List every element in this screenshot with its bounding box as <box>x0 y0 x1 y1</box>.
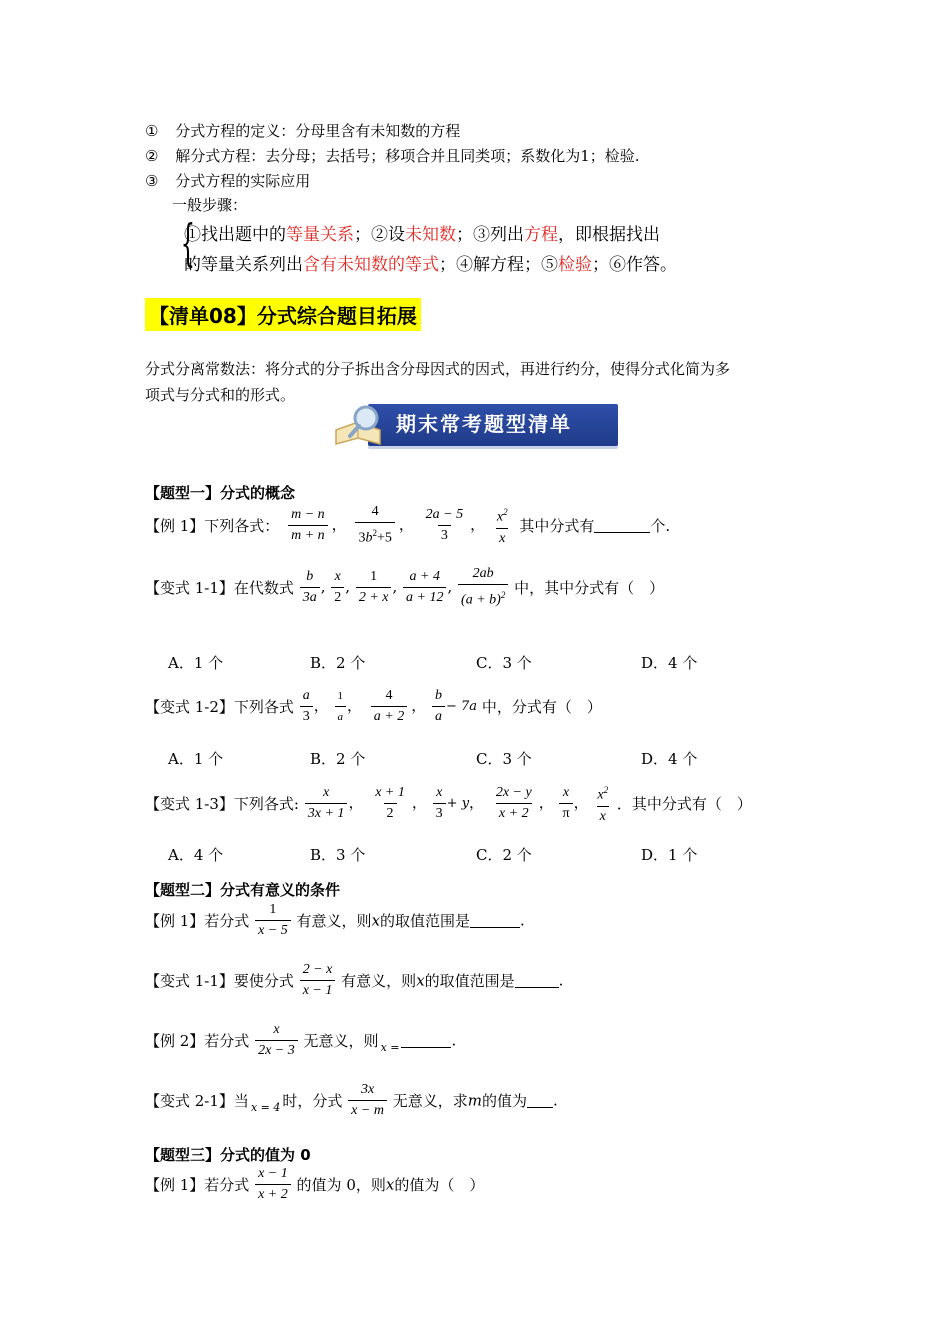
highlight: 方程 <box>524 225 558 245</box>
choice-c[interactable]: C．2 个 <box>476 846 532 864</box>
choice-c[interactable]: C．3 个 <box>476 654 532 672</box>
fraction: $\frac{b}{a}$ <box>432 688 445 725</box>
fraction: $\frac{x}{3x + 1}$ <box>305 785 348 822</box>
fraction: $\frac{a}{3}$ <box>300 688 313 725</box>
highlight: 未知数 <box>405 225 456 245</box>
fraction: $\frac{m - n}{m + n}$ <box>288 507 328 544</box>
fraction: $\frac{4}{3b^2+5}$ <box>355 504 394 547</box>
example-3-1: 【例 1】若分式 $\frac{x - 1}{x + 2}$ 的值为 0，则x的值为（ ） <box>145 1166 485 1202</box>
choice-b[interactable]: B．2 个 <box>310 750 366 768</box>
variant-2-2-1: 【变式 2-1】当 $_{x = 4}$ 时，分式 $\frac{3x}{x - m}$ 无意义，求m的值为 . <box>145 1082 558 1118</box>
highlight: 等量关系 <box>286 225 354 245</box>
fraction: $\frac{1}{2 + x}$ <box>356 569 392 606</box>
choice-b[interactable]: B．3 个 <box>310 846 366 864</box>
steps-label: 一般步骤： <box>172 196 248 214</box>
list-marker: ② <box>145 147 159 165</box>
list-item-2 <box>145 145 640 166</box>
fraction: $\frac{x}{2}$ <box>331 569 344 606</box>
answer-blank[interactable] <box>515 973 559 988</box>
heading-type-3: 【题型三】分式的值为 0 <box>145 1146 311 1164</box>
heading-type-2: 【题型二】分式有意义的条件 <box>145 881 341 899</box>
answer-blank[interactable] <box>527 1093 553 1108</box>
steps-line-1: ①找出题中的等量关系；②设未知数；③列出方程，即根据找出 <box>184 225 660 245</box>
badge-text: 期末常考题型清单 <box>396 412 572 436</box>
choice-d[interactable]: D．4 个 <box>641 654 698 672</box>
choice-d[interactable]: D．1 个 <box>641 846 698 864</box>
variant-1-1: 【变式 1-1】在代数式 $\frac{b}{3a}$ , $\frac{x}{2}$ , $\frac{1}{2 + x}$ , $\frac{a + 4}{a + 12}$ , $\frac{2ab}{(a + b)^2}$ 中，其中分式有（ ） <box>145 566 665 608</box>
fraction: $\frac{1}{a}$ <box>335 688 347 725</box>
heading-type-1: 【题型一】分式的概念 <box>145 484 296 502</box>
example-2-1: 【例 1】若分式 $\frac{1}{x - 5}$ 有意义，则x的取值范围是 . <box>145 902 525 938</box>
list-item-1 <box>145 120 460 141</box>
fraction: $\frac{x^2}{x}$ <box>496 507 508 546</box>
list-item-3 <box>145 170 310 191</box>
answer-blank[interactable] <box>401 1033 451 1048</box>
list-text: 分式方程的实际应用 <box>175 172 311 190</box>
fraction: $\frac{x + 1}{2}$ <box>375 784 405 821</box>
choice-a[interactable]: A．1 个 <box>168 750 224 768</box>
variant-1-3: 【变式 1-3】下列各式: $\frac{x}{3x + 1}$ ， $\frac{x + 1}{2}$ ， $\frac{x}{3}$ + y， $\frac{2x - y}{x + 2}$ ， $\frac{x}{\pi}$ ， $\frac{x^2}{x}$ ．其中分式有（ ） <box>145 782 752 825</box>
fraction: $\frac{x}{3}$ <box>433 785 446 822</box>
choice-b[interactable]: B．2 个 <box>310 654 366 672</box>
fraction: $\frac{1}{x - 5}$ <box>255 902 291 939</box>
paragraph-line-2: 项式与分式和的形式。 <box>145 386 296 404</box>
fraction: $\frac{2ab}{(a + b)^2}$ <box>458 566 508 609</box>
left-brace: { <box>180 214 196 272</box>
answer-blank[interactable] <box>470 913 520 928</box>
example-2-2: 【例 2】若分式 $\frac{x}{2x - 3}$ 无意义，则 $_{x =}$ . <box>145 1022 457 1058</box>
list-text: 分式方程的定义：分母里含有未知数的方程 <box>175 122 461 140</box>
exam-badge <box>332 400 618 448</box>
fraction: $\frac{x - 1}{x + 2}$ <box>255 1166 291 1203</box>
list-text: 解分式方程：去分母；去括号；移项合并且同类项；系数化为1；检验. <box>175 147 640 165</box>
variant-2-1-1: 【变式 1-1】要使分式 $\frac{2 - x}{x - 1}$ 有意义，则x的取值范围是 . <box>145 962 564 998</box>
fraction: $\frac{x}{2x - 3}$ <box>255 1022 298 1059</box>
paragraph-line-1: 分式分离常数法：将分式的分子拆出含分母因式的因式，再进行约分，使得分式化简为多 <box>145 360 731 378</box>
fraction: $\frac{a + 4}{a + 12}$ <box>403 569 446 606</box>
example-1-1: 【例 1】下列各式： $\frac{m - n}{m + n}$ ， $\frac{4}{3b^2+5}$ ， $\frac{2a - 5}{3}$ ， $\frac{x^2}{x}$ 其中分式有 个. <box>145 504 671 546</box>
fraction: $\frac{x^2}{x}$ <box>597 785 609 824</box>
highlight: 含有未知数的等式 <box>303 255 439 275</box>
section-title: 【清单08】分式综合题目拓展 <box>145 298 421 331</box>
choice-c[interactable]: C．3 个 <box>476 750 532 768</box>
fraction: $\frac{x}{\pi}$ <box>559 785 572 822</box>
book-magnifier-icon <box>332 400 388 450</box>
answer-blank[interactable] <box>594 518 650 533</box>
choice-a[interactable]: A．1 个 <box>168 654 224 672</box>
steps-line-2: 的等量关系列出含有未知数的等式；④解方程；⑤检验；⑥作答。 <box>184 255 677 275</box>
list-marker: ① <box>145 122 159 140</box>
fraction: $\frac{4}{a + 2}$ <box>371 688 407 725</box>
fraction: $\frac{2x - y}{x + 2}$ <box>495 784 532 821</box>
fraction: $\frac{2 - x}{x - 1}$ <box>300 962 336 999</box>
fraction: $\frac{2a - 5}{3}$ <box>425 506 464 543</box>
fraction: $\frac{b}{3a}$ <box>300 569 320 606</box>
choice-d[interactable]: D．4 个 <box>641 750 698 768</box>
list-marker: ③ <box>145 172 159 190</box>
highlight: 检验 <box>558 255 592 275</box>
fraction: $\frac{3x}{x - m}$ <box>348 1082 387 1119</box>
variant-1-2: 【变式 1-2】下列各式 $\frac{a}{3}$ ， $\frac{1}{a}$ ， $\frac{4}{a + 2}$ ， $\frac{b}{a}$ − 7a 中，分式有（ ） <box>145 688 602 724</box>
choice-a[interactable]: A．4 个 <box>168 846 224 864</box>
